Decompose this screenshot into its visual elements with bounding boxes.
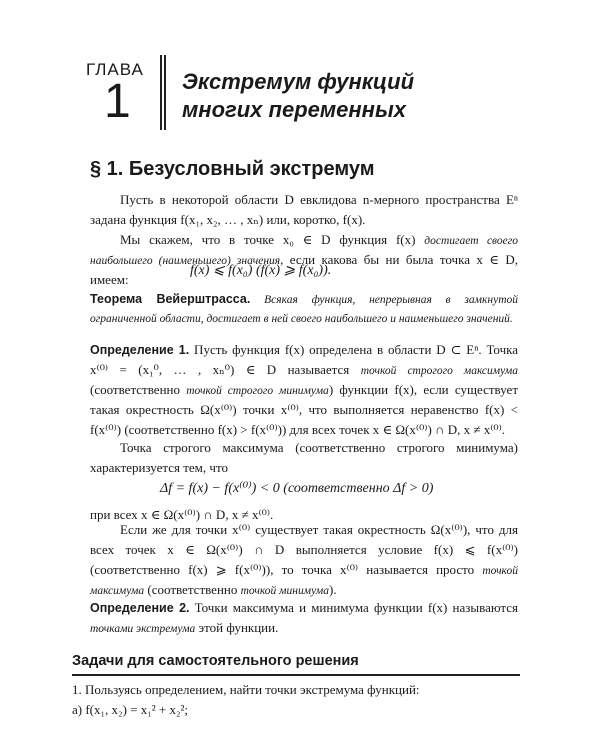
definition-1 [90, 340, 518, 440]
definition-2-label: Определение 2. [90, 601, 190, 615]
definition-1-term-min: точкой строгого минимума [186, 385, 329, 397]
definition-2-term: точками экстремума [90, 623, 196, 635]
chapter-title-line2: многих переменных [182, 97, 406, 122]
section-title: § 1. Безусловный экстремум [90, 158, 375, 180]
definition-1-p4-text: ). [328, 582, 337, 597]
definition-1-paragraph-4 [90, 520, 518, 600]
chapter-title [182, 68, 414, 124]
intro-formula: f(x) ⩽ f(x₀) (f(x) ⩾ f(x₀)). [190, 263, 332, 278]
definition-2-text: этой функции. [195, 620, 279, 635]
task-1a: а) f(x₁, x₂) = x₁² + x₂²; [72, 702, 189, 717]
chapter-divider [164, 55, 166, 130]
intro-p2-text: Мы скажем, что в точке x₀ ∈ D функция f(x) [120, 232, 425, 247]
tasks-rule [72, 674, 520, 676]
definition-1-term-nonstrict-max: точкой максимума [90, 565, 518, 597]
definition-1-text: (соответственно [90, 382, 187, 397]
definition-1-p4-text: Если же для точки x⁽⁰⁾ существует такая окрестность Ω(x⁽⁰⁾), что для всех точек x ∈ Ω(x⁽⁰⁾) ∩ D выполняется условие f(x) ⩽ f(x⁽⁰⁾) (соответственно f(x) ⩾ f(x⁽⁰⁾)), то точка x⁽⁰⁾ называется просто [90, 522, 518, 577]
definition-1-paragraph-3: при всех x ∈ Ω(x⁽⁰⁾) ∩ D, x ≠ x⁽⁰⁾. [90, 507, 274, 522]
theorem-text: Всякая функция, непрерывная в замкнутой ограниченной области, достигает в ней своего наибольшего и наименьшего значений. [90, 294, 518, 325]
tasks-title: Задачи для самостоятельного решения [72, 653, 359, 669]
intro-p2-text-end: , если какова бы ни была точка x ∈ D, имеем: [90, 252, 518, 287]
chapter-divider [160, 55, 162, 130]
definition-2-text: Точки максимума и минимума функции f(x) называются [189, 600, 518, 615]
definition-1-p4-text: (соответственно [144, 582, 241, 597]
theorem-label: Теорема Вейерштрасса. [90, 292, 251, 306]
chapter-number: 1 [104, 75, 131, 128]
definition-1-term-nonstrict-min: точкой минимума [240, 585, 329, 597]
chapter-label: ГЛАВА [86, 60, 144, 79]
definition-1-text: ) функции f(x), если существует такая окрестность Ω(x⁽⁰⁾) точки x⁽⁰⁾, что выполняется неравенство f(x) < f(x⁽⁰⁾) (соответственно f(x) > f(x⁽⁰⁾)) для всех точек x ∈ Ω(x⁽⁰⁾) ∩ D, x ≠ x⁽⁰⁾. [90, 382, 519, 437]
intro-paragraph-2 [90, 230, 518, 290]
intro-paragraph-1: Пусть в некоторой области D евклидова n-мерного пространства Eⁿ задана функция f(x₁, x₂, … , xₙ) или, коротко, f(x). [90, 192, 518, 227]
definition-1-paragraph-2: Точка строгого максимума (соответственно строгого минимума) характеризуется тем, что [90, 440, 518, 475]
definition-1-label: Определение 1. [90, 343, 190, 357]
definition-1-formula: Δf = f(x) − f(x⁽⁰⁾) < 0 (соответственно Δf > 0) [160, 481, 434, 496]
weierstrass-theorem [90, 290, 518, 328]
definition-1-term-max: точкой строгого максимума [360, 365, 519, 377]
intro-p2-italic: достигает своего наибольшего (наименьшего) значения [90, 235, 518, 267]
chapter-title-line1: Экстремум функций [182, 69, 415, 94]
definition-2 [90, 598, 518, 638]
task-1: 1. Пользуясь определением, найти точки экстремума функций: [72, 682, 420, 697]
definition-1-text: Пусть функция f(x) определена в области D ⊂ Eⁿ. Точка x⁽⁰⁾ = (x₁⁰, … , xₙ⁰) ∈ D называется [90, 342, 518, 377]
